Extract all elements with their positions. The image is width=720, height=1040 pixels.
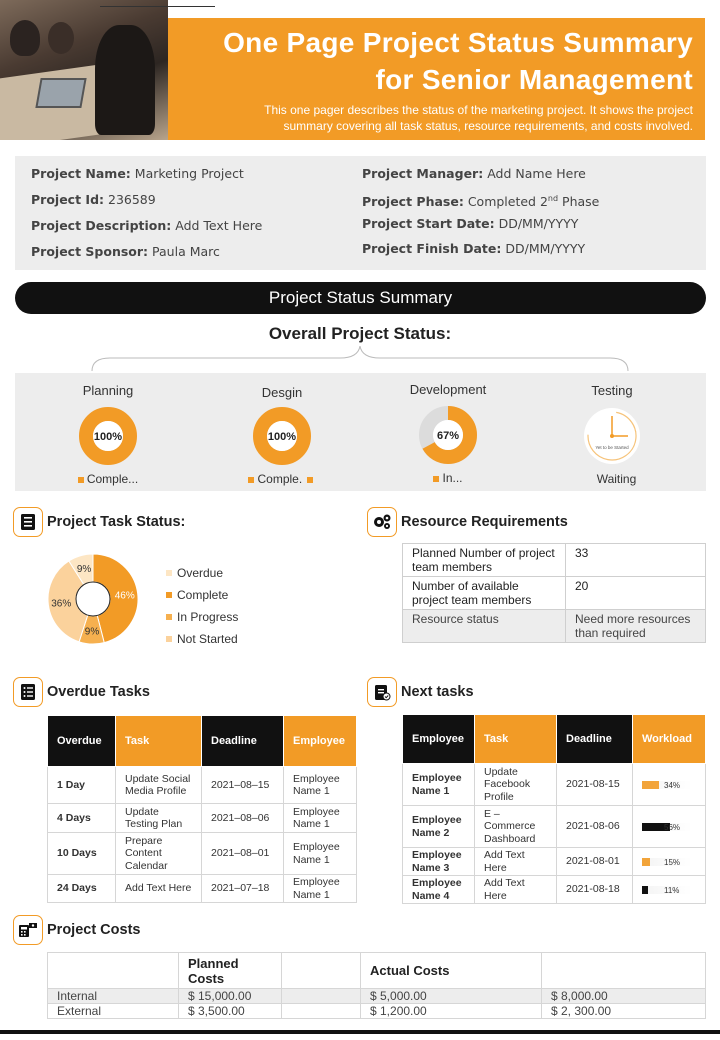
cost-other-cell: $ 8,000.00 xyxy=(542,989,706,1004)
checklist-icon xyxy=(13,507,43,537)
workload-fill xyxy=(642,858,650,866)
project-phase-post: Phase xyxy=(558,194,600,210)
cost-other-cell: $ 2, 300.00 xyxy=(542,1004,706,1019)
legend-complete-text: Complete xyxy=(177,588,229,602)
overall-status-title: Overall Project Status: xyxy=(268,324,452,343)
legend-overdue-text: Overdue xyxy=(177,566,224,580)
workload-bar xyxy=(642,781,692,789)
table-row xyxy=(403,876,706,904)
deadline-cell: 2021-08-15 xyxy=(557,764,633,806)
workload-percent: 11% xyxy=(664,885,680,895)
workload-cell xyxy=(633,848,706,876)
start-date-row xyxy=(362,216,599,241)
planned-costs-header: Planned Costs xyxy=(179,953,282,989)
employee-cell: Employee Name 1 xyxy=(284,804,357,833)
task-cell: Update Facebook Profile xyxy=(475,764,557,806)
deadline-cell: 2021-08-18 xyxy=(557,876,633,904)
finish-date-row xyxy=(362,241,599,266)
phase-development xyxy=(378,373,518,485)
legend-in-progress-text: In Progress xyxy=(177,610,239,624)
deadline-cell: 2021–08–06 xyxy=(202,804,284,833)
phase-design-name: Desgin xyxy=(261,385,303,400)
costs-header-row xyxy=(48,953,706,989)
page-subtitle-line1: This one pager describes the status of the marketing project. It shows the project xyxy=(264,103,693,117)
legend-not-started xyxy=(166,628,238,650)
phase-planning-legend xyxy=(38,472,178,486)
task-status-legend xyxy=(166,562,238,650)
overdue-cell: 1 Day xyxy=(48,767,116,804)
project-description-row xyxy=(31,218,262,244)
legend-complete xyxy=(166,584,238,606)
finish-date-label: Project Finish Date: xyxy=(362,241,502,256)
resource-row xyxy=(403,544,706,577)
header-banner xyxy=(168,18,705,140)
project-phase-pre: Completed 2 xyxy=(467,194,548,210)
actual-cost-cell: $ 1,200.00 xyxy=(361,1004,542,1019)
actual-cost-cell: $ 5,000.00 xyxy=(361,989,542,1004)
project-id-value: 236589 xyxy=(108,192,156,207)
project-sponsor-value: Paula Marc xyxy=(152,244,220,259)
costs-table xyxy=(47,952,706,1019)
phase-planning-donut xyxy=(77,405,139,467)
overdue-cell: 10 Days xyxy=(48,833,116,875)
costs-title: Project Costs xyxy=(47,922,141,938)
next-tasks-table xyxy=(402,714,706,904)
project-manager-label: Project Manager: xyxy=(362,166,484,181)
workload-fill xyxy=(642,781,659,789)
cost-name-cell: External xyxy=(48,1004,179,1019)
start-date-label: Project Start Date: xyxy=(362,216,495,231)
project-info-left xyxy=(31,166,262,270)
page-title-line2: for Senior Management xyxy=(375,64,693,95)
workload-percent: 15% xyxy=(664,857,681,867)
table-row xyxy=(48,875,357,903)
task-cell: Prepare Content Calendar xyxy=(116,833,202,875)
phase-testing-status: Yet to be Started xyxy=(595,445,629,450)
project-name-row xyxy=(31,166,262,192)
resource-title: Resource Requirements xyxy=(401,514,568,530)
employee-cell: Employee Name 3 xyxy=(403,848,475,876)
table-row xyxy=(48,1004,706,1019)
project-phase-row xyxy=(362,191,599,216)
phase-development-donut xyxy=(417,404,479,466)
phase-testing xyxy=(542,373,682,486)
resource-table xyxy=(402,543,706,643)
next-tasks-title: Next tasks xyxy=(401,684,474,700)
legend-overdue xyxy=(166,562,238,584)
clipboard-check-icon xyxy=(367,677,397,707)
header xyxy=(0,0,720,140)
legend-in-progress xyxy=(166,606,238,628)
workload-col-header: Workload xyxy=(633,715,706,764)
phase-design-donut xyxy=(251,405,313,467)
task-cell: Update Testing Plan xyxy=(116,804,202,833)
next-tasks-header-row xyxy=(403,715,706,764)
phase-development-legend-text: In... xyxy=(442,471,463,485)
deadline-cell: 2021-08-01 xyxy=(557,848,633,876)
phase-development-legend xyxy=(378,471,518,485)
costs-blank-header xyxy=(542,953,706,989)
finish-date-value: DD/MM/YYYY xyxy=(505,241,586,256)
bottom-rule xyxy=(0,1030,720,1034)
label-complete: 46% xyxy=(114,590,135,602)
task-list-icon xyxy=(13,677,43,707)
phase-development-name: Development xyxy=(409,382,487,397)
task-status-title: Project Task Status: xyxy=(47,514,186,530)
planned-cost-cell: $ 3,500.00 xyxy=(179,1004,282,1019)
phase-testing-name: Testing xyxy=(591,383,633,398)
table-row xyxy=(403,806,706,848)
workload-cell xyxy=(633,876,706,904)
table-row xyxy=(48,989,706,1004)
table-row xyxy=(48,804,357,833)
project-sponsor-row xyxy=(31,244,262,270)
label-not-started: 36% xyxy=(51,598,72,610)
phase-testing-legend-text: Waiting xyxy=(596,472,637,486)
deadline-cell: 2021–07–18 xyxy=(202,875,284,903)
status-summary-bar: Project Status Summary xyxy=(15,282,706,314)
resource-row xyxy=(403,610,706,643)
workload-bar xyxy=(642,886,692,894)
phase-planning-name: Planning xyxy=(82,383,134,398)
overdue-header-row xyxy=(48,716,357,767)
workload-bar xyxy=(642,823,692,831)
gears-icon xyxy=(367,507,397,537)
planned-cost-cell: $ 15,000.00 xyxy=(179,989,282,1004)
next-tasks-heading xyxy=(367,677,474,707)
deadline-cell: 2021–08–01 xyxy=(202,833,284,875)
employee-col-header: Employee xyxy=(284,716,357,767)
start-date-value: DD/MM/YYYY xyxy=(498,216,579,231)
employee-cell: Employee Name 1 xyxy=(284,875,357,903)
resource-value: 20 xyxy=(566,577,706,610)
workload-cell xyxy=(633,806,706,848)
page-subtitle xyxy=(213,102,693,134)
workload-fill xyxy=(642,886,648,894)
header-rule xyxy=(100,6,215,7)
resource-label: Resource status xyxy=(403,610,566,643)
task-cell: E – Commerce Dashboard xyxy=(475,806,557,848)
deadline-col-header: Deadline xyxy=(557,715,633,764)
page-title-line1: One Page Project Status Summary xyxy=(223,27,693,58)
employee-col-header: Employee xyxy=(403,715,475,764)
phase-development-percent: 67% xyxy=(436,430,460,442)
phase-planning-percent: 100% xyxy=(93,431,123,443)
phase-design-legend xyxy=(212,472,352,486)
project-phase-sup: nd xyxy=(547,194,559,203)
task-col-header: Task xyxy=(475,715,557,764)
workload-percent: 56% xyxy=(664,822,681,832)
project-manager-value: Add Name Here xyxy=(487,166,586,181)
employee-cell: Employee Name 4 xyxy=(403,876,475,904)
employee-cell: Employee Name 1 xyxy=(284,833,357,875)
table-row xyxy=(48,833,357,875)
task-cell: Add Text Here xyxy=(116,875,202,903)
task-col-header: Task xyxy=(116,716,202,767)
deadline-cell: 2021-08-06 xyxy=(557,806,633,848)
table-row xyxy=(403,764,706,806)
project-id-label: Project Id: xyxy=(31,192,105,207)
phase-testing-clock xyxy=(581,405,643,467)
label-in-progress: 9% xyxy=(84,626,100,638)
phase-testing-legend xyxy=(542,472,682,486)
phase-planning xyxy=(38,373,178,486)
project-sponsor-label: Project Sponsor: xyxy=(31,244,149,259)
resource-row xyxy=(403,577,706,610)
phase-design xyxy=(212,373,352,486)
workload-bar xyxy=(642,858,692,866)
project-description-value: Add Text Here xyxy=(175,218,263,233)
phase-planning-legend-text: Comple... xyxy=(86,472,139,486)
project-name-value: Marketing Project xyxy=(134,166,244,181)
resource-label: Number of available project team members xyxy=(403,577,566,610)
employee-cell: Employee Name 2 xyxy=(403,806,475,848)
resource-value: Need more resources than required xyxy=(566,610,706,643)
phase-design-percent: 100% xyxy=(267,431,297,443)
workload-cell xyxy=(633,764,706,806)
table-row xyxy=(403,848,706,876)
overdue-cell: 24 Days xyxy=(48,875,116,903)
cost-blank-cell xyxy=(282,1004,361,1019)
actual-costs-header: Actual Costs xyxy=(361,953,542,989)
label-overdue: 9% xyxy=(76,563,92,575)
cost-name-cell: Internal xyxy=(48,989,179,1004)
task-cell: Add Text Here xyxy=(475,848,557,876)
phase-status-panel xyxy=(15,373,706,491)
calculator-money-icon xyxy=(13,915,43,945)
overdue-cell: 4 Days xyxy=(48,804,116,833)
phase-design-legend-text: Comple. xyxy=(257,472,303,486)
costs-blank-header xyxy=(48,953,179,989)
project-description-label: Project Description: xyxy=(31,218,172,233)
task-cell: Add Text Here xyxy=(475,876,557,904)
overall-status-brace xyxy=(90,346,630,372)
page-subtitle-line2: summary covering all task status, resource requirements, and costs involved. xyxy=(283,119,693,133)
deadline-col-header: Deadline xyxy=(202,716,284,767)
project-manager-row xyxy=(362,166,599,191)
employee-cell: Employee Name 1 xyxy=(284,767,357,804)
project-id-row xyxy=(31,192,262,218)
overdue-table xyxy=(47,715,357,903)
costs-blank-header xyxy=(282,953,361,989)
resource-heading xyxy=(367,507,568,537)
project-phase-value xyxy=(468,194,600,209)
project-name-label: Project Name: xyxy=(31,166,131,181)
project-info-panel xyxy=(15,156,706,270)
resource-label: Planned Number of project team members xyxy=(403,544,566,577)
overdue-title: Overdue Tasks xyxy=(47,684,150,700)
overdue-col-header: Overdue xyxy=(48,716,116,767)
page-title xyxy=(223,24,693,98)
task-status-donut xyxy=(46,552,140,646)
donut-hole xyxy=(76,582,110,616)
overdue-heading xyxy=(13,677,150,707)
cost-blank-cell xyxy=(282,989,361,1004)
workload-percent: 34% xyxy=(664,780,681,790)
deadline-cell: 2021–08–15 xyxy=(202,767,284,804)
resource-value: 33 xyxy=(566,544,706,577)
employee-cell: Employee Name 1 xyxy=(403,764,475,806)
project-phase-label: Project Phase: xyxy=(362,194,464,210)
table-row xyxy=(48,767,357,804)
header-photo xyxy=(0,0,168,140)
task-status-heading xyxy=(13,507,185,537)
task-cell: Update Social Media Profile xyxy=(116,767,202,804)
legend-not-started-text: Not Started xyxy=(177,632,238,646)
costs-heading xyxy=(13,915,140,945)
project-info-right xyxy=(362,166,599,266)
